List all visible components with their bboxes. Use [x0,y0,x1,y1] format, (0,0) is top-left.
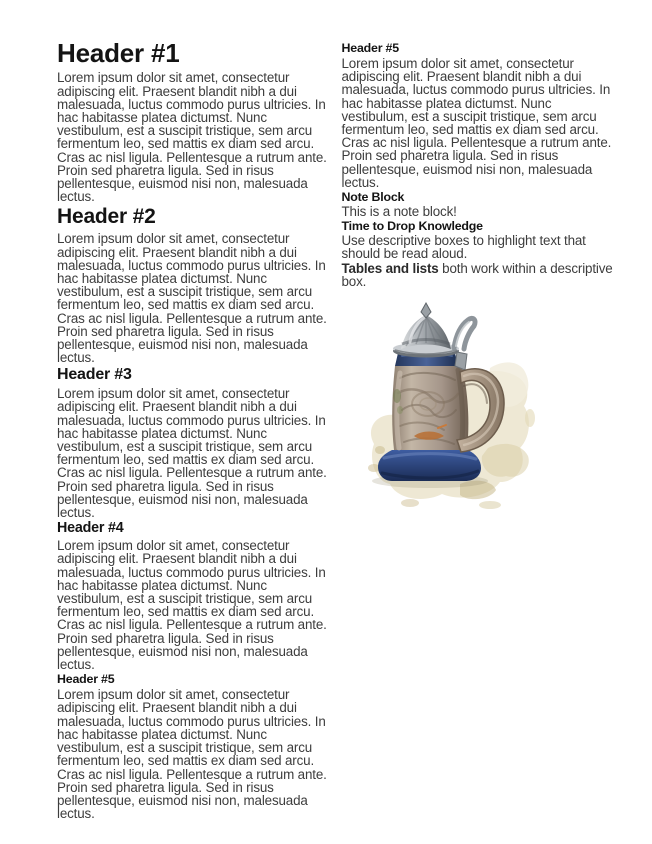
header-2-title: Header #2 [57,205,156,229]
header-4-title: Header #4 [57,520,124,537]
header-2-body: Lorem ipsum dolor sit amet, consectetur adipiscing elit. Praesent blandit nibh a dui malesuada, luctus commodo purus ultricies. In hac habitasse platea dictumst. Nunc vestibulum, est a suscipit tristique, sem arcu fermentum leo, sed mattis ex diam sed arcu. Cras ac nisl ligula. Pellentesque a rutrum ante. Proin sed pharetra ligula. Sed in risus pellentesque, euismod nisi non, malesuada lectus. [57,231,327,366]
section-header-5-right [342,42,615,189]
stein-watercolor-image [340,298,610,518]
note-block-title: Note Block [341,190,405,205]
stein-illustration [340,298,615,518]
right-column [342,40,615,821]
header-5-right-title: Header #5 [341,41,399,55]
section-header-5-left [57,673,330,820]
tables-and-lists-bold: Tables and lists [341,260,439,276]
note-block-section [342,191,615,218]
header-5-left-title: Header #5 [57,672,115,687]
header-4-body: Lorem ipsum dolor sit amet, consectetur adipiscing elit. Praesent blandit nibh a dui malesuada, luctus commodo purus ultricies. In hac habitasse platea dictumst. Nunc vestibulum, est a suscipit tristique, sem arcu fermentum leo, sed mattis ex diam sed arcu. Cras ac nisl ligula. Pellentesque a rutrum ante. Proin sed pharetra ligula. Sed in risus pellentesque, euismod nisi non, malesuada lectus. [57,538,327,673]
note-block-body: This is a note block! [341,204,457,220]
green-accent [393,389,401,403]
lid-finial [421,303,431,318]
header-1-title: Header #1 [57,38,180,68]
section-header-1 [57,40,330,203]
header-3-title: Header #3 [57,366,132,384]
knowledge-title: Time to Drop Knowledge [341,219,483,234]
header-5-left-body: Lorem ipsum dolor sit amet, consectetur adipiscing elit. Praesent blandit nibh a dui malesuada, luctus commodo purus ultricies. In hac habitasse platea dictumst. Nunc vestibulum, est a suscipit tristique, sem arcu fermentum leo, sed mattis ex diam sed arcu. Cras ac nisl ligula. Pellentesque a rutrum ante. Proin sed pharetra ligula. Sed in risus pellentesque, euismod nisi non, malesuada lectus. [57,687,327,822]
section-header-3 [57,367,330,519]
header-5-right-body: Lorem ipsum dolor sit amet, consectetur adipiscing elit. Praesent blandit nibh a dui malesuada, luctus commodo purus ultricies. In hac habitasse platea dictumst. Nunc vestibulum, est a suscipit tristique, sem arcu fermentum leo, sed mattis ex diam sed arcu. Cras ac nisl ligula. Pellentesque a rutrum ante. Proin sed pharetra ligula. Sed in risus pellentesque, euismod nisi non, malesuada lectus. [341,56,612,190]
tables-and-lists-rest: both work within a descriptive box. [341,260,613,289]
knowledge-section [342,220,615,288]
knowledge-body: Use descriptive boxes to highlight text that should be read aloud. [341,233,586,262]
header-3-body: Lorem ipsum dolor sit amet, consectetur adipiscing elit. Praesent blandit nibh a dui malesuada, luctus commodo purus ultricies. In hac habitasse platea dictumst. Nunc vestibulum, est a suscipit tristique, sem arcu fermentum leo, sed mattis ex diam sed arcu. Cras ac nisl ligula. Pellentesque a rutrum ante. Proin sed pharetra ligula. Sed in risus pellentesque, euismod nisi non, malesuada lectus. [57,386,327,521]
two-column-layout [57,40,614,821]
left-column [57,40,330,821]
knowledge-tables-line [342,262,615,288]
section-header-2 [57,206,330,364]
section-header-4 [57,521,330,671]
header-1-body: Lorem ipsum dolor sit amet, consectetur adipiscing elit. Praesent blandit nibh a dui malesuada, luctus commodo purus ultricies. In hac habitasse platea dictumst. Nunc vestibulum, est a suscipit tristique, sem arcu fermentum leo, sed mattis ex diam sed arcu. Cras ac nisl ligula. Pellentesque a rutrum ante. Proin sed pharetra ligula. Sed in risus pellentesque, euismod nisi non, malesuada lectus. [57,70,327,205]
